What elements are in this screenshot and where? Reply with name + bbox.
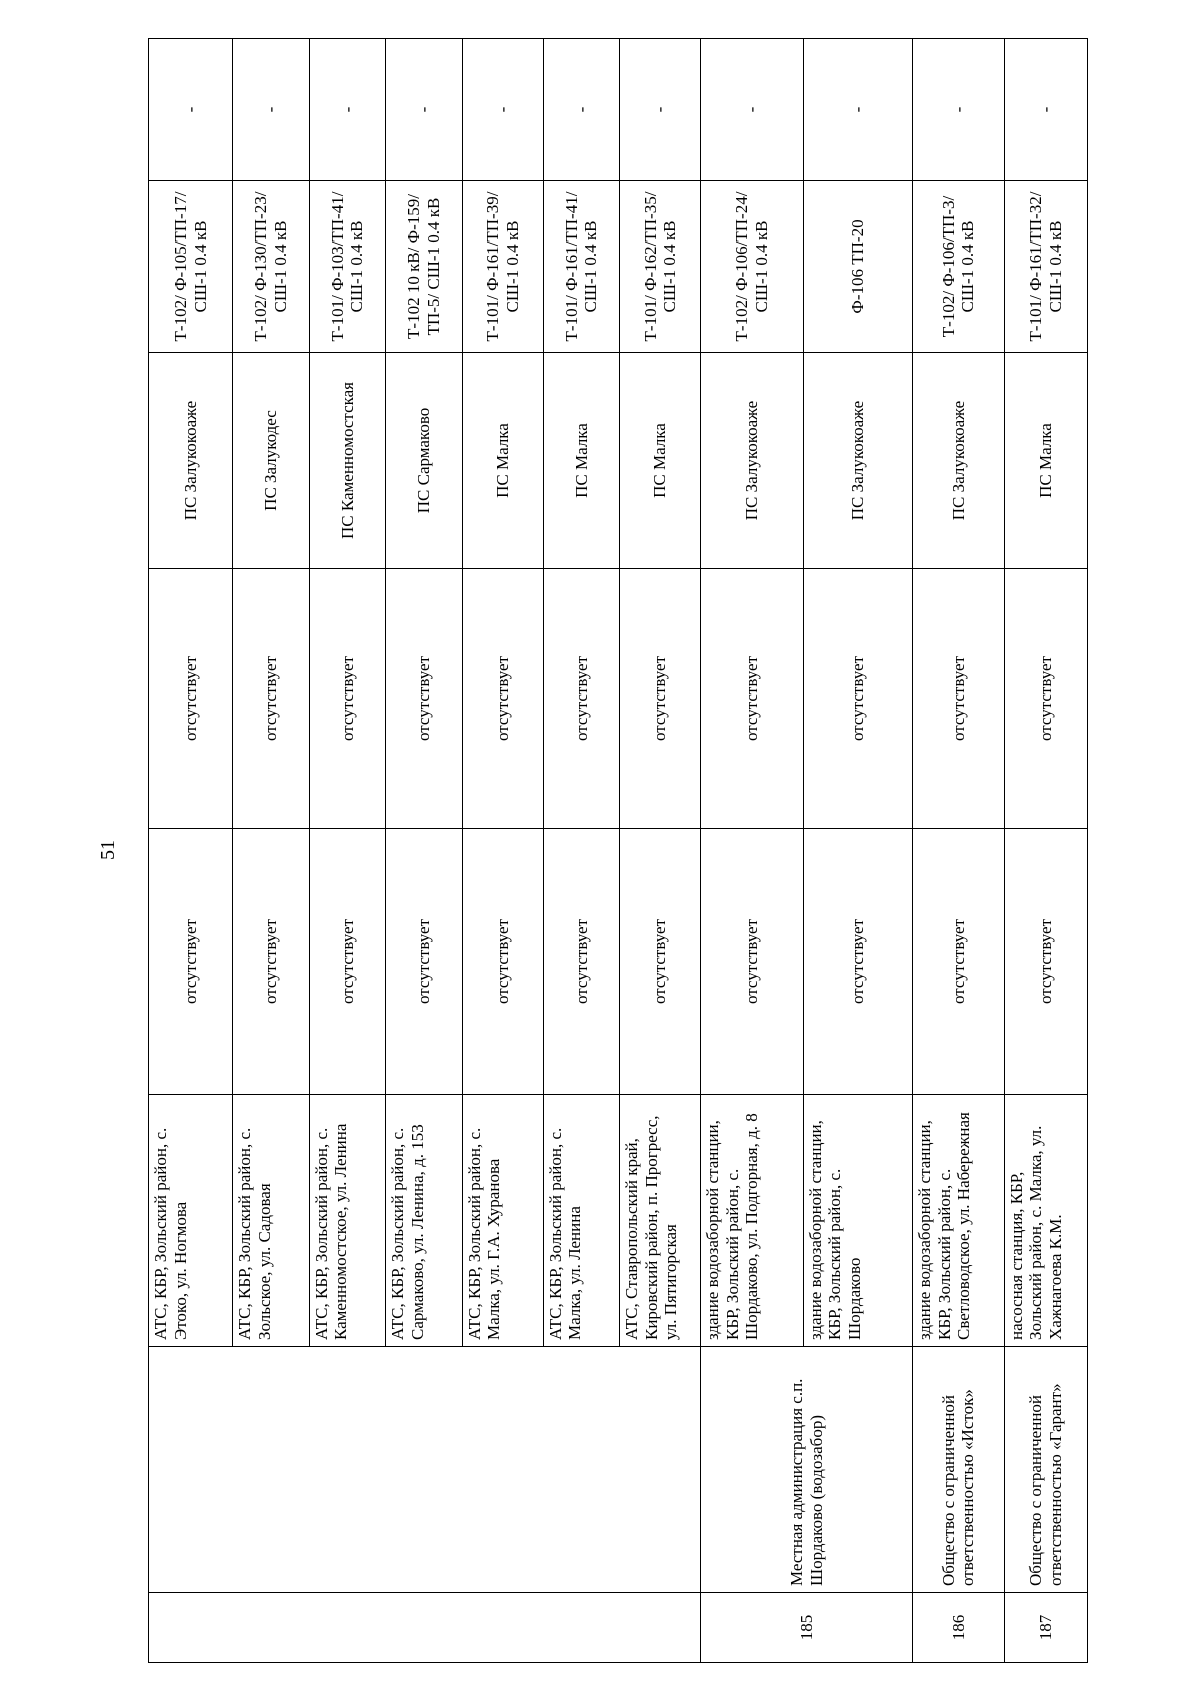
status-cell: отсутствует <box>386 569 463 829</box>
address-cell: насосная станция, КБР, Зольский район, с. Малка, ул. Хажнагоева К.М. <box>1004 1095 1087 1347</box>
status-cell: отсутствует <box>309 829 386 1095</box>
address-cell: АТС, КБР, Зольский район, с. Сармаково, ул. Ленина, д. 153 <box>386 1095 463 1347</box>
substation-cell: ПС Сармаково <box>386 353 463 569</box>
dash-cell: - <box>149 39 233 181</box>
status-cell: отсутствует <box>803 829 912 1095</box>
address-cell: АТС, Ставропольский край, Кировский район, п. Прогресс, ул. Пятигорская <box>620 1095 701 1347</box>
feeder-cell: Ф-106 ТП-20 <box>803 181 912 353</box>
feeder-cell: Т-101/ Ф-161/ТП-39/ СШ-1 0.4 кВ <box>462 181 543 353</box>
dash-cell: - <box>1004 39 1087 181</box>
status-cell: отсутствует <box>149 569 233 829</box>
table-row <box>149 39 233 1663</box>
address-cell: АТС, КБР, Зольский район, с. Этоко, ул. Ногмова <box>149 1095 233 1347</box>
dash-cell: - <box>233 39 310 181</box>
status-cell: отсутствует <box>913 569 1005 829</box>
feeder-cell: Т-101/ Ф-161/ТП-32/ СШ-1 0.4 кВ <box>1004 181 1087 353</box>
status-cell: отсутствует <box>1004 569 1087 829</box>
feeder-cell: Т-101/ Ф-161/ТП-41/ СШ-1 0.4 кВ <box>543 181 620 353</box>
substation-cell: ПС Залукокоаже <box>913 353 1005 569</box>
dash-cell: - <box>803 39 912 181</box>
substation-cell: ПС Залукокоаже <box>803 353 912 569</box>
status-cell: отсутствует <box>233 829 310 1095</box>
status-cell: отсутствует <box>309 569 386 829</box>
feeder-cell: Т-101/ Ф-103/ТП-41/ СШ-1 0.4 кВ <box>309 181 386 353</box>
owner-cell <box>149 1347 701 1593</box>
table-row <box>1004 39 1087 1663</box>
row-number-cell: 185 <box>701 1593 913 1663</box>
feeder-cell: Т-101/ Ф-162/ТП-35/ СШ-1 0.4 кВ <box>620 181 701 353</box>
owner-cell: Общество с ограниченной ответственностью «Исток» <box>913 1347 1005 1593</box>
status-cell: отсутствует <box>701 569 804 829</box>
feeder-cell: Т-102/ Ф-106/ТП-24/ СШ-1 0.4 кВ <box>701 181 804 353</box>
address-cell: АТС, КБР, Зольский район, с. Зольское, ул. Садовая <box>233 1095 310 1347</box>
feeder-cell: Т-102/ Ф-130/ТП-23/ СШ-1 0.4 кВ <box>233 181 310 353</box>
address-cell: АТС, КБР, Зольский район, с. Малка, ул. Г.А. Хуранова <box>462 1095 543 1347</box>
substation-cell: ПС Малка <box>620 353 701 569</box>
data-table-container <box>148 39 1088 1663</box>
status-cell: отсутствует <box>543 829 620 1095</box>
address-cell: здание водозаборной станции, КБР, Зольский район, с. Шордаково <box>803 1095 912 1347</box>
status-cell: отсутствует <box>620 829 701 1095</box>
table-row <box>913 39 1005 1663</box>
substation-cell: ПС Малка <box>543 353 620 569</box>
address-cell: здание водозаборной станции, КБР, Зольский район, с. Светловодское, ул. Набережная <box>913 1095 1005 1347</box>
row-number-cell: 187 <box>1004 1593 1087 1663</box>
status-cell: отсутствует <box>543 569 620 829</box>
dash-cell: - <box>620 39 701 181</box>
feeder-cell: Т-102/ Ф-106/ТП-3/ СШ-1 0.4 кВ <box>913 181 1005 353</box>
feeder-cell: Т-102/ Ф-105/ТП-17/ СШ-1 0.4 кВ <box>149 181 233 353</box>
owner-cell: Местная администрация с.п. Шордаково (водозабор) <box>701 1347 913 1593</box>
table-row <box>701 39 804 1663</box>
status-cell: отсутствует <box>386 829 463 1095</box>
dash-cell: - <box>543 39 620 181</box>
address-cell: АТС, КБР, Зольский район, с. Малка, ул. Ленина <box>543 1095 620 1347</box>
substation-cell: ПС Залукодес <box>233 353 310 569</box>
address-cell: здание водозаборной станции, КБР, Зольский район, с. Шордаково, ул. Подгорная, д. 8 <box>701 1095 804 1347</box>
page-number: 51 <box>97 840 119 860</box>
substation-cell: ПС Малка <box>462 353 543 569</box>
data-table <box>148 38 1088 1663</box>
status-cell: отсутствует <box>803 569 912 829</box>
substation-cell: ПС Каменномостская <box>309 353 386 569</box>
status-cell: отсутствует <box>1004 829 1087 1095</box>
owner-cell: Общество с ограниченной ответственностью «Гарант» <box>1004 1347 1087 1593</box>
status-cell: отсутствует <box>462 569 543 829</box>
substation-cell: ПС Малка <box>1004 353 1087 569</box>
dash-cell: - <box>701 39 804 181</box>
status-cell: отсутствует <box>149 829 233 1095</box>
status-cell: отсутствует <box>913 829 1005 1095</box>
status-cell: отсутствует <box>462 829 543 1095</box>
feeder-cell: Т-102 10 кВ/ Ф-159/ТП-5/ СШ-1 0.4 кВ <box>386 181 463 353</box>
status-cell: отсутствует <box>701 829 804 1095</box>
status-cell: отсутствует <box>620 569 701 829</box>
substation-cell: ПС Залукокоаже <box>701 353 804 569</box>
address-cell: АТС, КБР, Зольский район, с. Каменномостское, ул. Ленина <box>309 1095 386 1347</box>
dash-cell: - <box>386 39 463 181</box>
dash-cell: - <box>309 39 386 181</box>
substation-cell: ПС Залукокоаже <box>149 353 233 569</box>
row-number-cell: 186 <box>913 1593 1005 1663</box>
dash-cell: - <box>913 39 1005 181</box>
row-number-cell <box>149 1593 701 1663</box>
dash-cell: - <box>462 39 543 181</box>
status-cell: отсутствует <box>233 569 310 829</box>
